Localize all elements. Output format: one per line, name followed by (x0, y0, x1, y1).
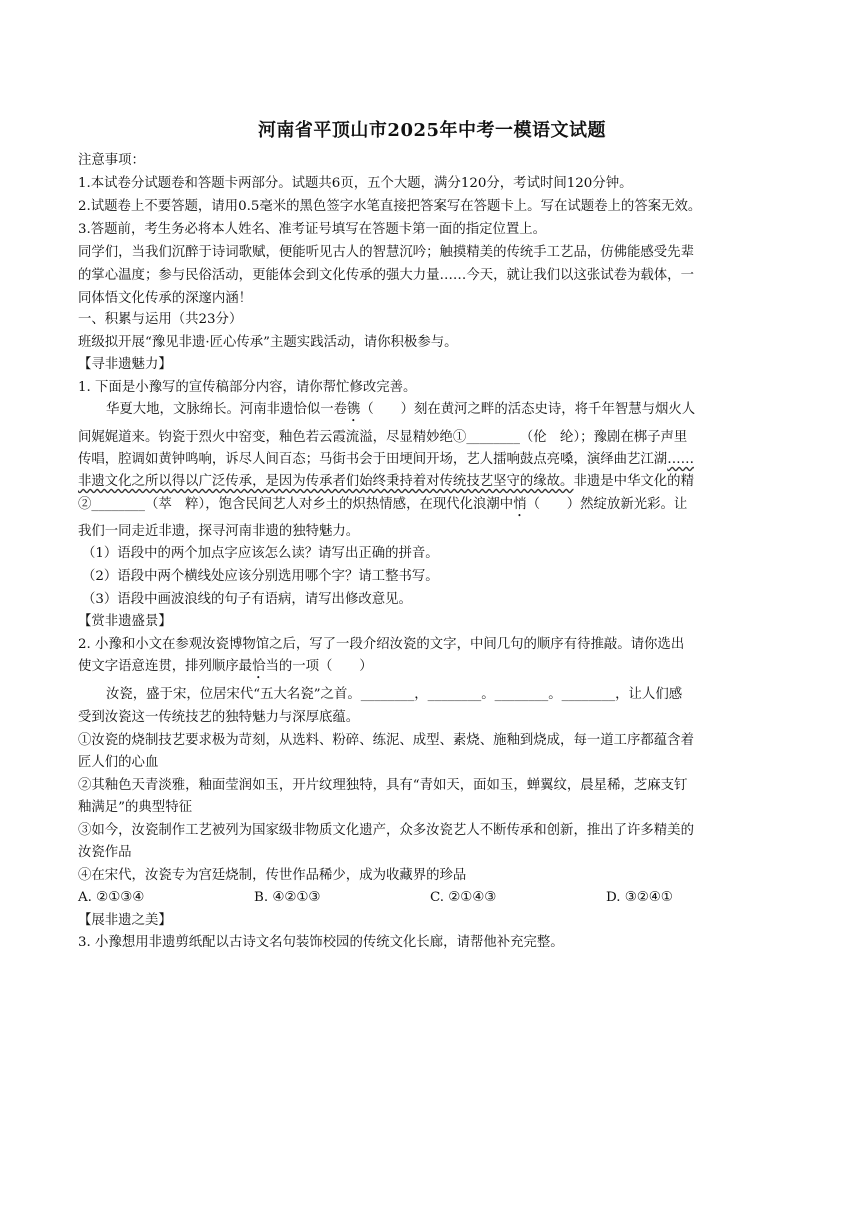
part2-tag: 【赏非遗盛景】 (78, 614, 172, 629)
notice-item-3: 3.答题前，考生务必将本人姓名、准考证号填写在答题卡第一面的指定位置上。 (78, 222, 547, 237)
passage1-line-3: 传唱，腔调如黄钟鸣响，诉尽人间百态；马街书会于田埂间开场，艺人擂响鼓点亮嗓，演绎曲艺江湖…… (78, 452, 694, 467)
sentence-3-line-2: 汝瓷作品 (78, 845, 132, 860)
question-2-line-1: 2. 小豫和小文在参观汝瓷博物馆之后，写了一段介绍汝瓷的文字，中间几句的顺序有待推敲。请你选出 (78, 637, 685, 652)
sentence-3-line-1: ③如今，汝瓷制作工艺被列为国家级非物质文化遗产，众多汝瓷艺人不断传承和创新，推出了许多精美的 (78, 823, 694, 838)
notice-item-2: 2.试题卷上不要答题，请用0.5毫米的黑色签字水笔直接把答案写在答题卡上。写在试题卷上的答案无效。 (78, 199, 702, 214)
intro-line-1: 同学们，当我们沉醉于诗词歌赋，便能听见古人的智慧沉吟；触摸精美的传统手工艺品，仿佛能感受先辈 (78, 245, 694, 260)
option-c[interactable]: C. ②①④③ (430, 890, 497, 905)
passage2-line-2: 受到汝瓷这一传统技艺的独特魅力与深厚底蕴。 (78, 710, 360, 725)
dotted-char: 悄 (513, 497, 527, 512)
sentence-2-line-1: ②其釉色天青淡雅，釉面莹润如玉，开片纹理独特，具有“青如天，面如玉，蝉翼纹，晨星稀，芝麻支钉 (78, 778, 688, 793)
sentence-4: ④在宋代，汝瓷专为宫廷烧制，传世作品稀少，成为收藏界的珍品 (78, 868, 467, 883)
intro-line-2: 的掌心温度；参与民俗活动，更能体会到文化传承的强大力量……今天，就让我们以这张试卷为载体，一 (78, 268, 694, 283)
subquestion-2: （2）语段中两个横线处应该分别选用哪个字？请工整书写。 (82, 569, 439, 584)
sentence-1-line-2: 匠人们的心血 (78, 755, 159, 770)
wavy-sentence: 非遗文化之所以得以广泛传承，是因为传承者们始终秉持着对传统技艺坚守的缘故。 (78, 474, 574, 489)
option-a[interactable]: A. ②①③④ (78, 890, 145, 905)
passage1-line-6: 我们一同走近非遗，探寻河南非遗的独特魅力。 (78, 524, 360, 539)
passage1-line-5: ②________（萃 粹），饱含民间艺人对乡土的炽热情感，在现代化浪潮中悄（ ）然绽放新光彩。让 (78, 497, 688, 512)
question-3: 3. 小豫想用非遗剪纸配以古诗文名句装饰校园的传统文化长廊，请帮他补充完整。 (78, 935, 564, 950)
notice-heading: 注意事项： (78, 153, 145, 168)
option-d[interactable]: D. ③②④① (606, 890, 673, 905)
part3-tag: 【展非遗之美】 (78, 913, 172, 928)
question-2-line-2: 使文字语意连贯，排列顺序最恰当的一项（ ） (78, 659, 373, 674)
notice-item-1: 1.本试卷分试题卷和答题卡两部分。试题共6页，五个大题，满分120分，考试时间120分钟。 (78, 176, 633, 191)
passage2-line-1: 汝瓷，盛于宋，位居宋代“五大名瓷”之首。________，________。________。________，让人们感 (106, 687, 683, 702)
page-title: 河南省平顶山市2025年中考一模语文试题 (257, 120, 607, 141)
part1-tag: 【寻非遗魅力】 (78, 357, 172, 372)
section-heading: 一、积累与运用（共23分） (78, 312, 243, 327)
passage1-line-4: 非遗文化之所以得以广泛传承，是因为传承者们始终秉持着对传统技艺坚守的缘故。非遗是中华文化的精 (78, 474, 694, 489)
passage1-line-1: 华夏大地，文脉绵长。河南非遗恰似一卷镌（ ）刻在黄河之畔的活态史诗，将千年智慧与烟火人 (106, 402, 696, 417)
question-1: 1. 下面是小豫写的宣传稿部分内容，请你帮忙修改完善。 (78, 380, 417, 395)
subquestion-1: （1）语段中的两个加点字应该怎么读？请写出正确的拼音。 (82, 546, 439, 561)
option-b[interactable]: B. ④②①③ (254, 890, 321, 905)
dotted-char: 恰 (252, 659, 266, 674)
sentence-2-line-2: 釉满足”的典型特征 (78, 800, 192, 815)
passage1-line-2: 间娓娓道来。钧瓷于烈火中窑变，釉色若云霞流溢，尽显精妙绝①________（伦 纶）；豫剧在梆子声里 (78, 430, 688, 445)
dotted-char: 镌 (347, 402, 361, 417)
subquestion-3: （3）语段中画波浪线的句子有语病，请写出修改意见。 (82, 592, 412, 607)
activity-text: 班级拟开展“豫见非遗·匠心传承”主题实践活动，请你积极参与。 (78, 335, 458, 350)
sentence-1-line-1: ①汝瓷的烧制技艺要求极为苛刻，从选料、粉碎、练泥、成型、素烧、施釉到烧成，每一道工序都蕴含着 (78, 733, 694, 748)
intro-line-3: 同体悟文化传承的深邃内涵！ (78, 291, 253, 306)
